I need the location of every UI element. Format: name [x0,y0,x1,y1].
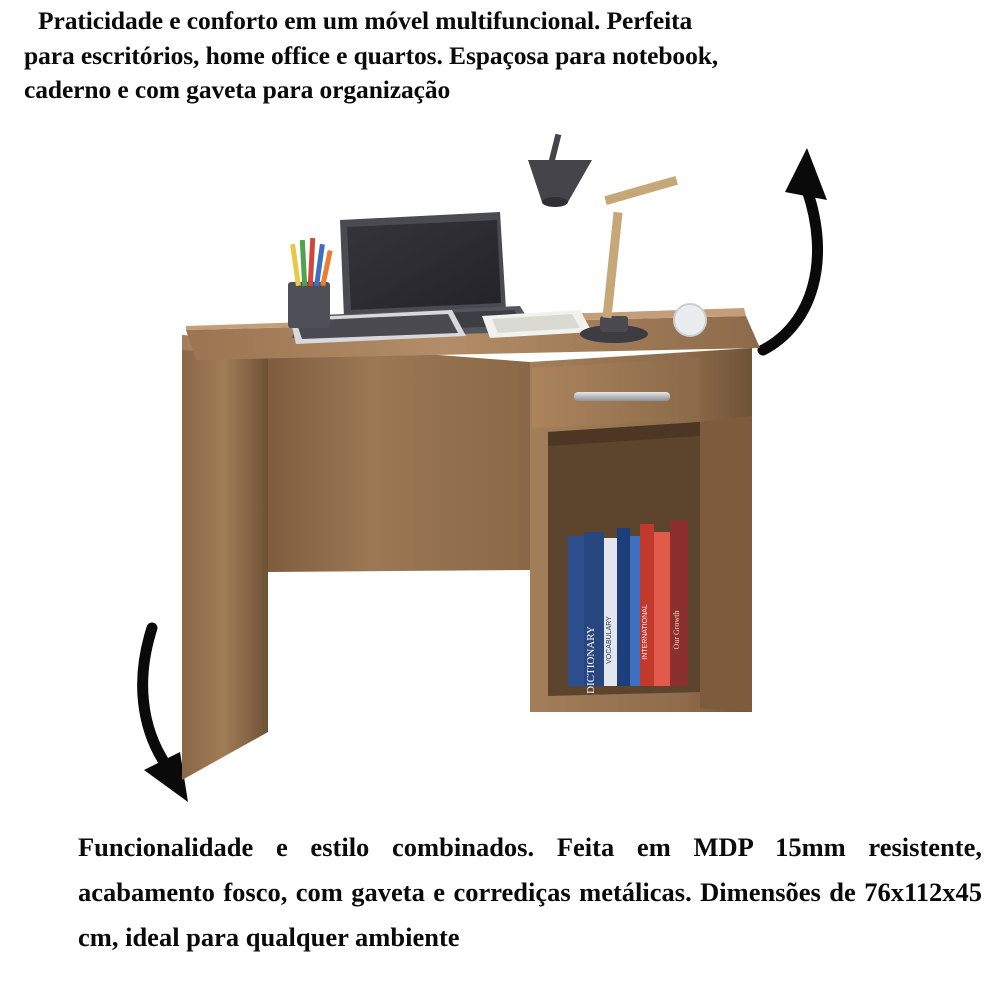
desk-svg [0,120,1000,820]
desk-left-panel [182,335,268,780]
svg-text:Our Growth: Our Growth [672,610,681,650]
home-office-desk-illustration [0,120,1000,820]
desk-apron [268,342,530,572]
pencil-cup [288,238,333,328]
desk-right-leg [700,416,752,712]
bottom-caption-text: Funcionalidade e estilo combinados. Feita em MDP 15mm resistente, acabamento fosco, com gaveta e corrediças metálicas. Dimensões de 76x112x45 cm, ideal para qualquer ambiente [78,832,982,953]
book-shelf-books [568,520,688,694]
drawer-handle [574,392,670,401]
svg-text:VOCABULARY: VOCABULARY [606,616,613,664]
svg-text:INTERNATIONAL: INTERNATIONAL [642,604,649,660]
top-caption-text: Praticidade e conforto em um móvel multifuncional. Perfeita para escritórios, home office e quartos. Espaçosa para notebook, caderno e com gaveta para organização [24,6,719,105]
decor-ball [674,304,706,336]
svg-text:DICTIONARY: DICTIONARY [585,626,597,694]
drawer[interactable] [532,358,700,428]
